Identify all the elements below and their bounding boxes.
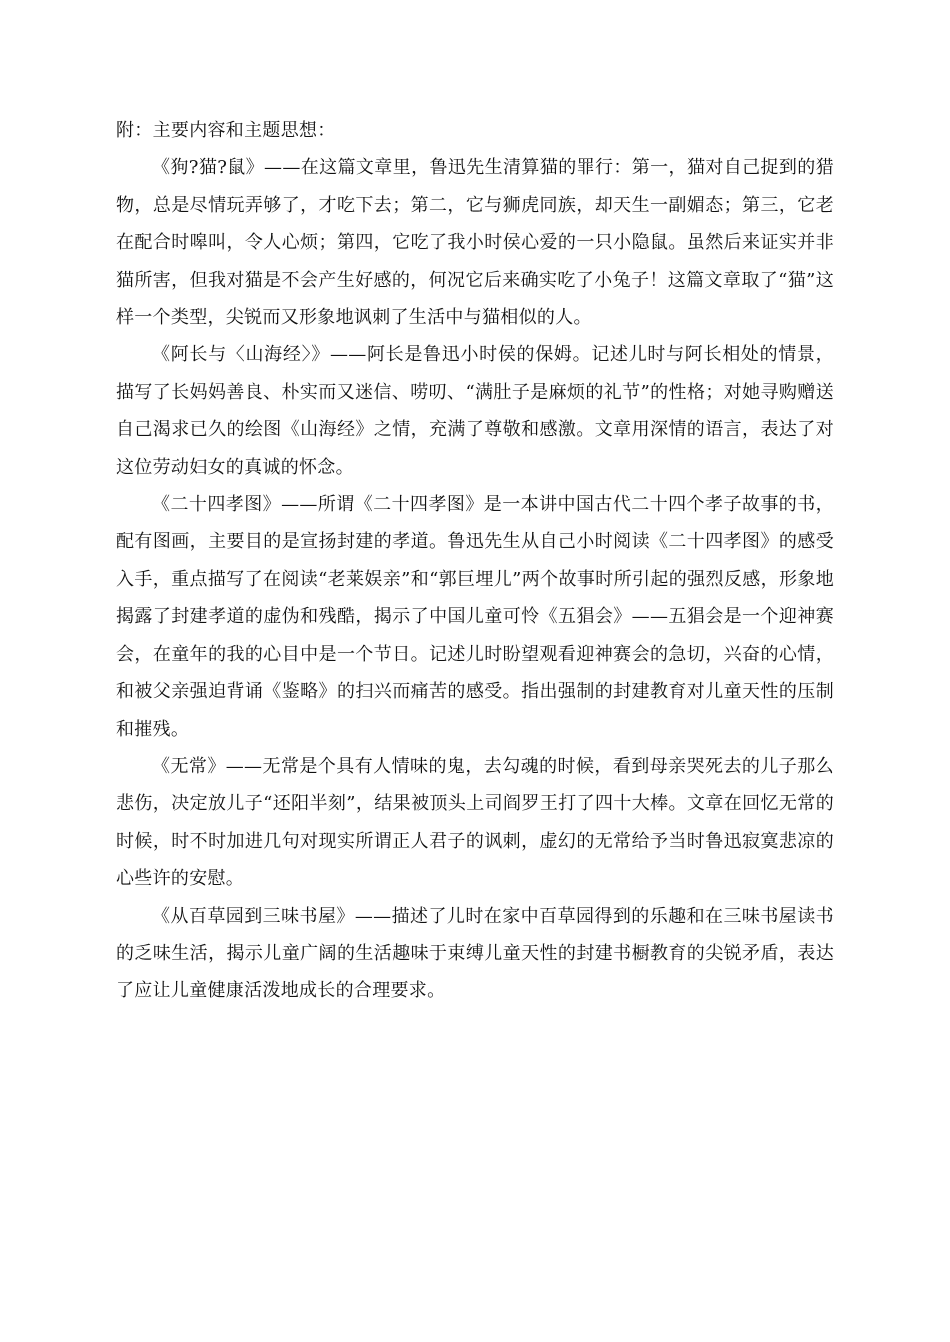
paragraph-baicaoyuan: 《从百草园到三味书屋》——描述了儿时在家中百草园得到的乐趣和在三味书屋读书的乏味生活，揭示儿童广阔的生活趣味于束缚儿童天性的封建书橱教育的尖锐矛盾，表达了应让儿童健康活泼地成长的合理要求。	[116, 905, 834, 1002]
paragraph-a-chang: 《阿长与〈山海经〉》——阿长是鲁迅小时侯的保姆。记述儿时与阿长相处的情景，描写了长妈妈善良、朴实而又迷信、唠叨、“满肚子是麻烦的礼节”的性格；对她寻购赠送自己渴求已久的绘图《山海经》之情，充满了尊敬和感激。文章用深情的语言，表达了对这位劳动妇女的真诚的怀念。	[116, 344, 834, 478]
paragraph-dog-cat-mouse: 《狗?猫?鼠》——在这篇文章里，鲁迅先生清算猫的罪行：第一，猫对自己捉到的猎物，总是尽情玩弄够了，才吃下去；第二，它与狮虎同族，却天生一副媚态；第三，它老在配合时嗥叫，令人心烦；第四，它吃了我小时侯心爱的一只小隐鼠。虽然后来证实并非猫所害，但我对猫是不会产生好感的，何况它后来确实吃了小兔子！这篇文章取了“猫”这样一个类型，尖锐而又形象地讽刺了生活中与猫相似的人。	[116, 157, 834, 329]
document-body	[116, 112, 834, 1010]
section-heading: 附：主要内容和主题思想：	[116, 120, 336, 141]
paragraph-twenty-four-filial: 《二十四孝图》——所谓《二十四孝图》是一本讲中国古代二十四个孝子故事的书，配有图画，主要目的是宣扬封建的孝道。鲁迅先生从自己小时阅读《二十四孝图》的感受入手，重点描写了在阅读“老莱娱亲”和“郭巨埋儿”两个故事时所引起的强烈反感，形象地揭露了封建孝道的虚伪和残酷，揭示了中国儿童可怜《五猖会》——五猖会是一个迎神赛会，在童年的我的心目中是一个节日。记述儿时盼望观看迎神赛会的急切，兴奋的心情，和被父亲强迫背诵《鉴略》的扫兴而痛苦的感受。指出强制的封建教育对儿童天性的压制和摧残。	[116, 494, 834, 740]
paragraph-wuchang: 《无常》——无常是个具有人情味的鬼，去勾魂的时候，看到母亲哭死去的儿子那么悲伤，决定放儿子“还阳半刻”，结果被顶头上司阎罗王打了四十大棒。文章在回忆无常的时候，时不时加进几句对现实所谓正人君子的讽刺，虚幻的无常给予当时鲁迅寂寞悲凉的心些许的安慰。	[116, 755, 834, 890]
